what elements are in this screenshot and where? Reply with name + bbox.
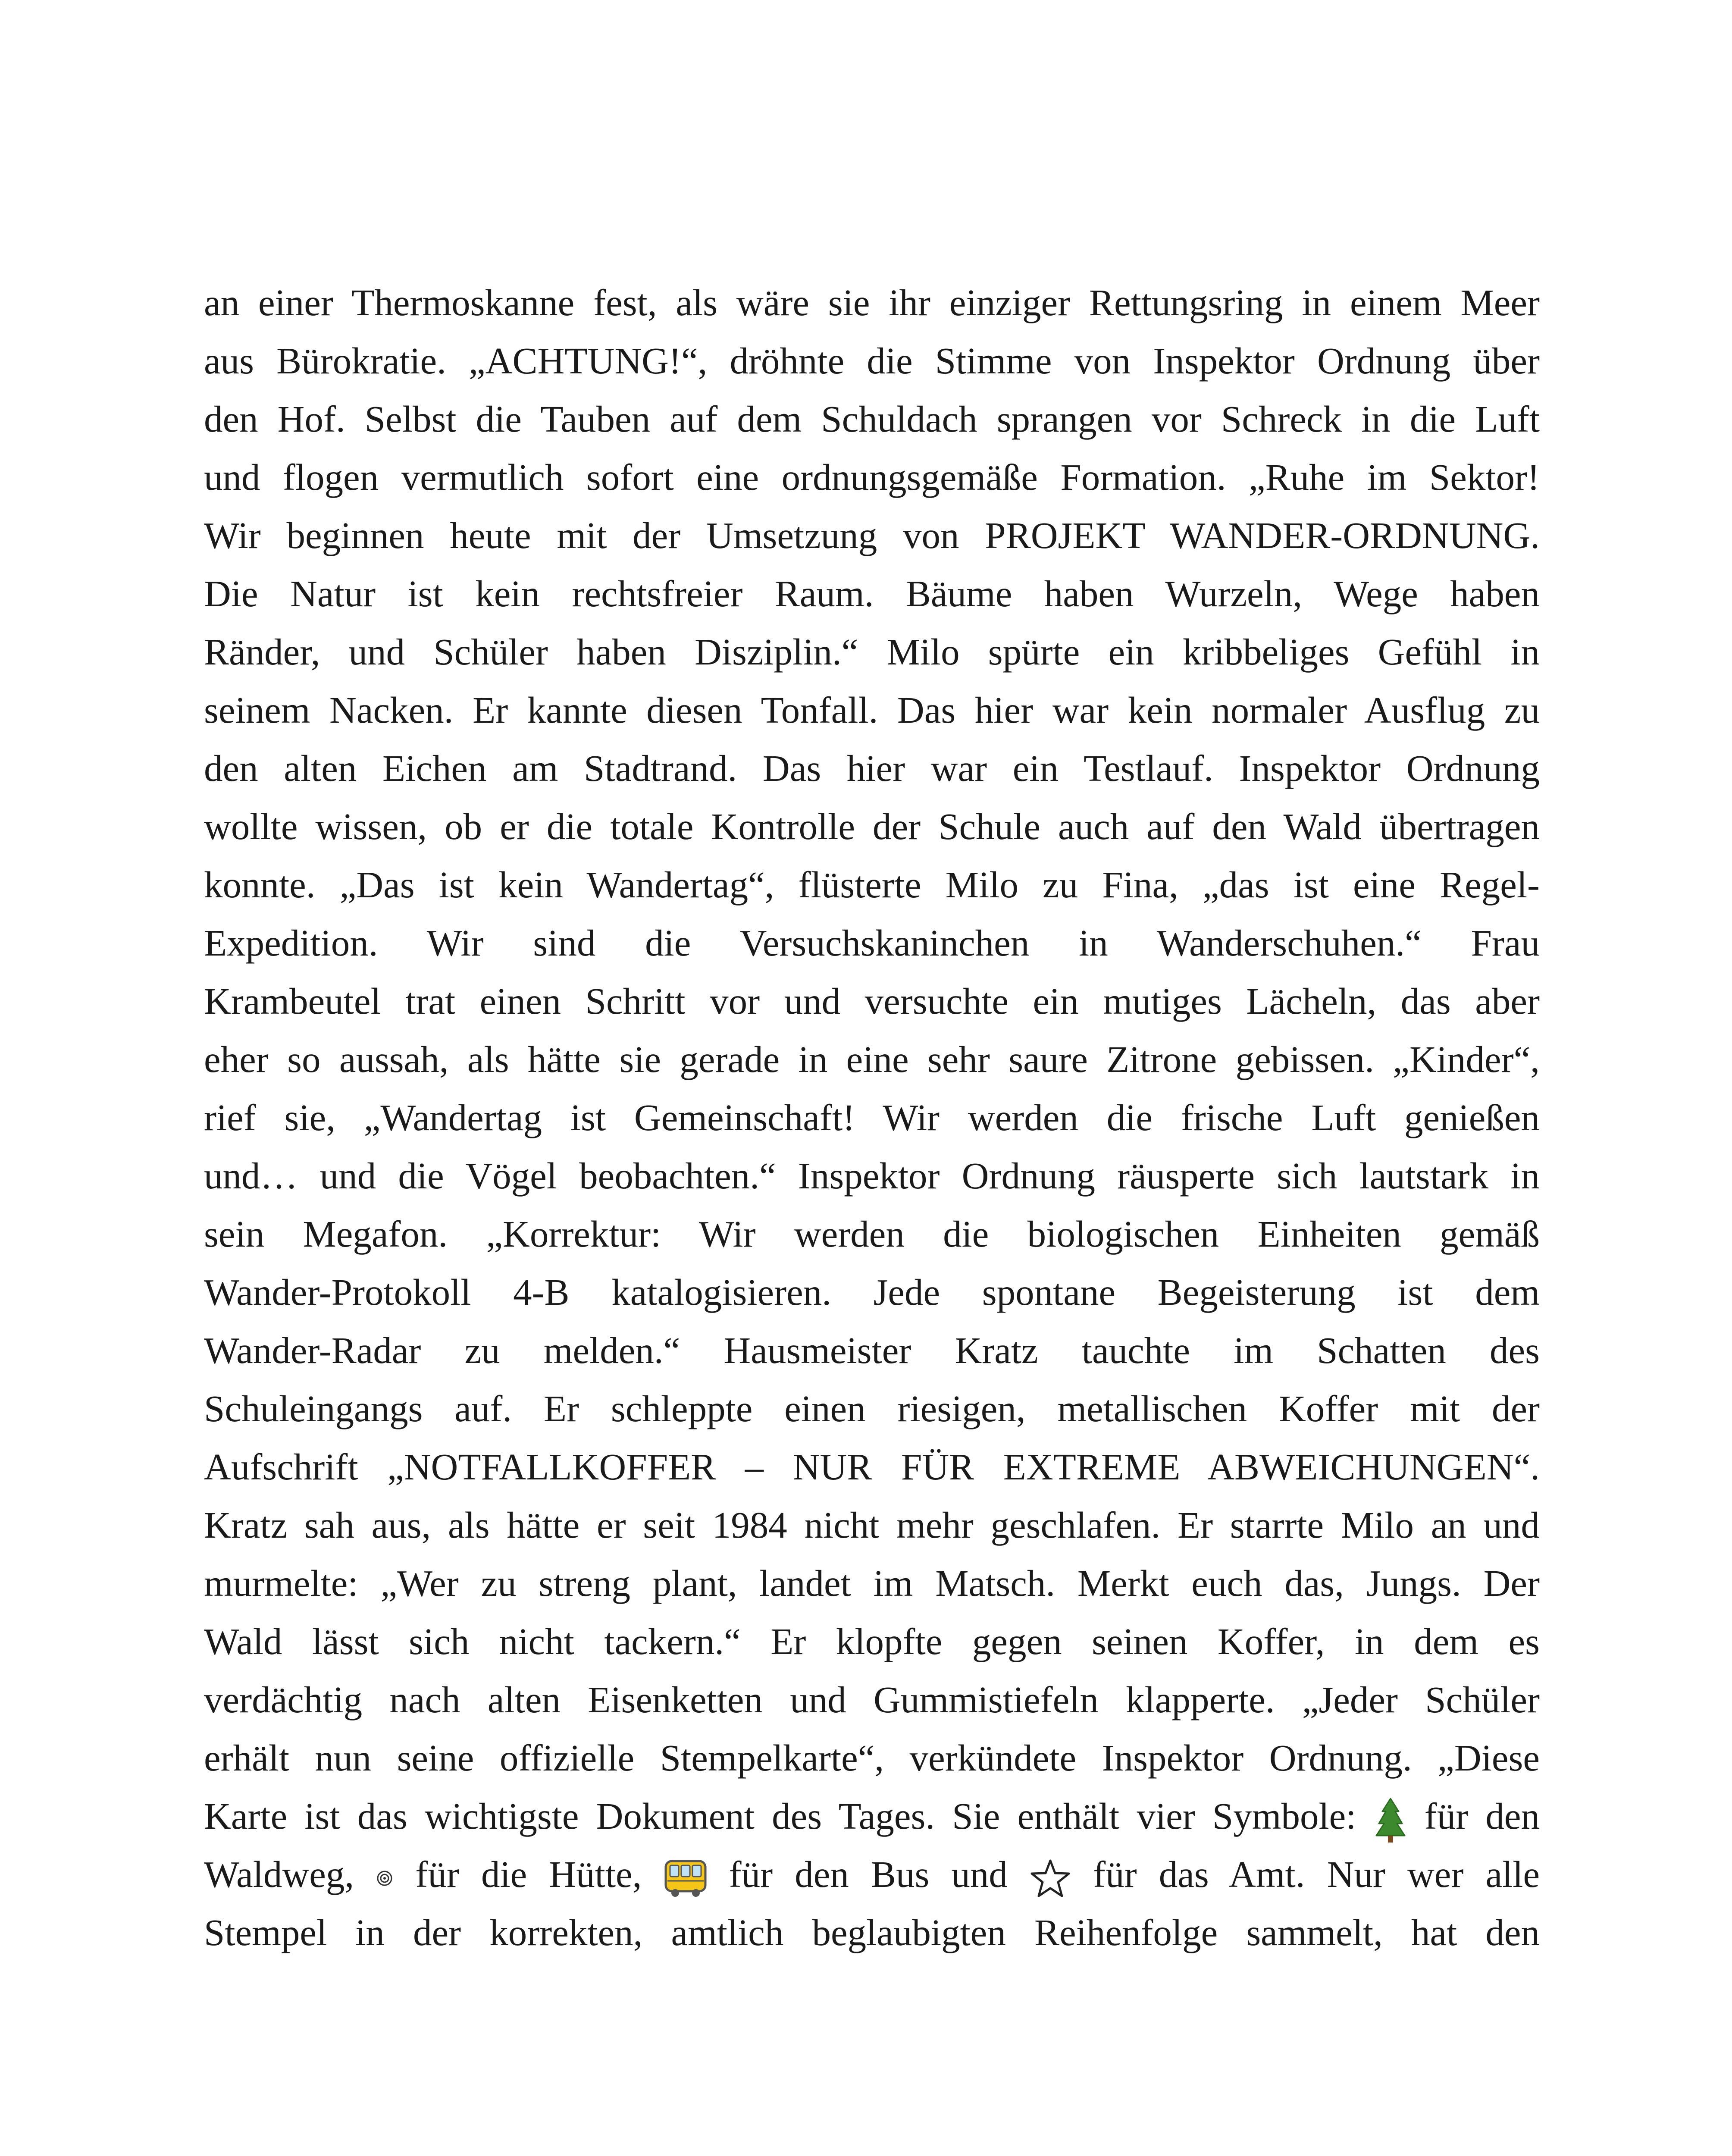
text-segment: für den	[1424, 1795, 1540, 1837]
text-line: sein Megafon. „Korrektur: Wir werden die biologischen Einheiten gemäß	[204, 1213, 1540, 1255]
text-line: Expedition. Wir sind die Versuchskaninchen in Wanderschuhen.“ Frau	[204, 922, 1540, 964]
text-line: seinem Nacken. Er kannte diesen Tonfall. Das hier war kein normaler Ausflug zu	[204, 689, 1540, 731]
text-line: Schuleingangs auf. Er schleppte einen riesigen, metallischen Koffer mit der	[204, 1388, 1540, 1429]
text-segment: Waldweg,	[204, 1853, 354, 1895]
text-line: konnte. „Das ist kein Wandertag“, flüsterte Milo zu Fina, „das ist eine Regel-	[204, 864, 1540, 906]
white-star-icon	[1030, 1858, 1071, 1898]
text-line: eher so aussah, als hätte sie gerade in eine sehr saure Zitrone gebissen. „Kinder“,	[204, 1038, 1540, 1080]
evergreen-tree-icon	[1374, 1797, 1407, 1843]
text-line: aus Bürokratie. „ACHTUNG!“, dröhnte die Stimme von Inspektor Ordnung über	[204, 340, 1540, 382]
body-text	[204, 273, 1540, 1962]
text-line: Die Natur ist kein rechtsfreier Raum. Bäume haben Wurzeln, Wege haben	[204, 573, 1540, 614]
text-line: Krambeutel trat einen Schritt vor und versuchte ein mutiges Lächeln, das aber	[204, 980, 1540, 1022]
text-segment: für das Amt. Nur wer alle	[1093, 1853, 1540, 1895]
text-line: wollte wissen, ob er die totale Kontrolle der Schule auch auf den Wald übertragen	[204, 805, 1540, 847]
text-segment: für den Bus und	[729, 1853, 1008, 1895]
text-line: Kratz sah aus, als hätte er seit 1984 nicht mehr geschlafen. Er starrte Milo an und	[204, 1504, 1540, 1546]
text-line: rief sie, „Wandertag ist Gemeinschaft! Wir werden die frische Luft genießen	[204, 1097, 1540, 1138]
text-line: Wald lässt sich nicht tackern.“ Er klopfte gegen seinen Koffer, in dem es	[204, 1620, 1540, 1662]
text-line: Wander-Radar zu melden.“ Hausmeister Kratz tauchte im Schatten des	[204, 1329, 1540, 1371]
cyclone-icon	[376, 1870, 393, 1887]
text-line: Wir beginnen heute mit der Umsetzung von PROJEKT WANDER-ORDNUNG.	[204, 514, 1540, 556]
text-line: Ränder, und Schüler haben Disziplin.“ Milo spürte ein kribbeliges Gefühl in	[204, 631, 1540, 673]
text-line: und flogen vermutlich sofort eine ordnungsgemäße Formation. „Ruhe im Sektor!	[204, 456, 1540, 498]
text-segment: Karte ist das wichtigste Dokument des Tages. Sie enthält vier Symbole:	[204, 1795, 1356, 1837]
text-line: Wander-Protokoll 4-B katalogisieren. Jede spontane Begeisterung ist dem	[204, 1271, 1540, 1313]
text-line: verdächtig nach alten Eisenketten und Gummistiefeln klapperte. „Jeder Schüler	[204, 1679, 1540, 1720]
text-line: Stempel in der korrekten, amtlich beglaubigten Reihenfolge sammelt, hat den	[204, 1912, 1540, 1953]
text-line-with-icons	[204, 1845, 1540, 1903]
text-line: den alten Eichen am Stadtrand. Das hier war ein Testlauf. Inspektor Ordnung	[204, 747, 1540, 789]
text-line-with-tree	[204, 1787, 1540, 1845]
text-line: murmelte: „Wer zu streng plant, landet im Matsch. Merkt euch das, Jungs. Der	[204, 1562, 1540, 1604]
text-line: erhält nun seine offizielle Stempelkarte“, verkündete Inspektor Ordnung. „Diese	[204, 1737, 1540, 1779]
bus-icon	[664, 1858, 707, 1898]
text-line: den Hof. Selbst die Tauben auf dem Schuldach sprangen vor Schreck in die Luft	[204, 398, 1540, 440]
text-line: an einer Thermoskanne fest, als wäre sie ihr einziger Rettungsring in einem Meer	[204, 282, 1540, 323]
text-line: und… und die Vögel beobachten.“ Inspektor Ordnung räusperte sich lautstark in	[204, 1155, 1540, 1197]
text-line: Aufschrift „NOTFALLKOFFER – NUR FÜR EXTREME ABWEICHUNGEN“.	[204, 1446, 1540, 1488]
text-segment: für die Hütte,	[415, 1853, 642, 1895]
